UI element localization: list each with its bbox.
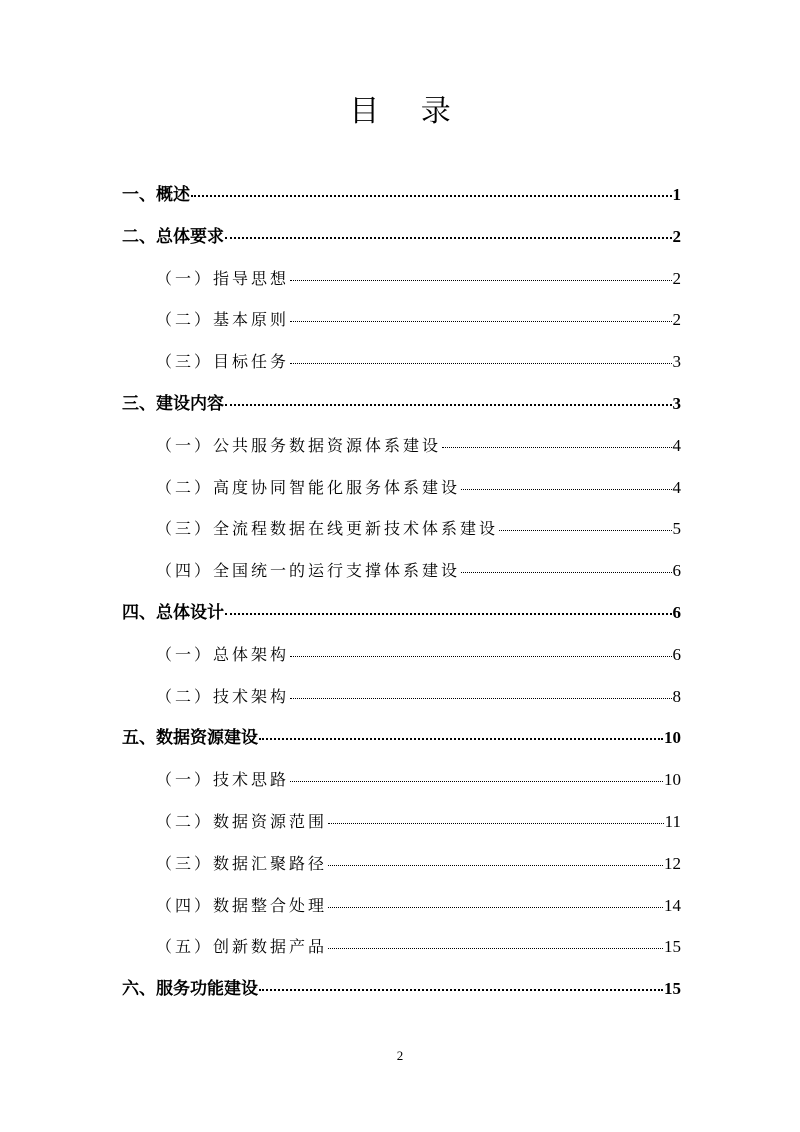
toc-entry-page-number: 15: [664, 979, 681, 999]
toc-section-entry[interactable]: [122, 508, 681, 550]
toc-section-entry[interactable]: [122, 926, 681, 968]
toc-dot-leader: [290, 640, 671, 657]
toc-entry-title: （三）数据汇聚路径: [156, 853, 328, 873]
toc-dot-leader: [290, 305, 671, 322]
toc-entry-title: 四、总体设计: [122, 602, 224, 623]
toc-dot-leader: [328, 849, 663, 866]
toc-dot-leader: [499, 514, 671, 531]
toc-entry-page-number: 12: [664, 853, 681, 873]
toc-entry-page-number: 4: [672, 477, 681, 497]
toc-entry-page-number: 3: [672, 393, 681, 413]
toc-dot-leader: [225, 387, 672, 406]
toc-entry-title: （一）技术思路: [156, 770, 290, 790]
toc-dot-leader: [328, 807, 664, 824]
toc-dot-leader: [259, 721, 663, 740]
toc-chapter-entry[interactable]: [122, 592, 681, 634]
toc-entry-title: 三、建设内容: [122, 393, 224, 414]
toc-dot-leader: [290, 765, 663, 782]
toc-entry-title: （二）高度协同智能化服务体系建设: [156, 477, 461, 497]
toc-entry-page-number: 2: [672, 310, 681, 330]
toc-section-entry[interactable]: [122, 299, 681, 341]
table-of-contents: [122, 174, 681, 1010]
toc-entry-page-number: 2: [672, 226, 681, 246]
page-title: 目 录: [349, 94, 467, 129]
toc-section-entry[interactable]: [122, 258, 681, 300]
toc-entry-page-number: 8: [672, 686, 681, 706]
toc-entry-title: （四）数据整合处理: [156, 895, 328, 915]
toc-chapter-entry[interactable]: [122, 174, 681, 216]
toc-entry-title: （三）全流程数据在线更新技术体系建设: [156, 519, 499, 539]
toc-dot-leader: [328, 891, 663, 908]
toc-chapter-entry[interactable]: [122, 717, 681, 759]
toc-entry-title: （四）全国统一的运行支撑体系建设: [156, 561, 461, 581]
toc-dot-leader: [191, 178, 672, 197]
toc-entry-page-number: 11: [664, 811, 681, 831]
toc-entry-title: （一）总体架构: [156, 644, 290, 664]
toc-section-entry[interactable]: [122, 801, 681, 843]
toc-entry-page-number: 6: [672, 561, 681, 581]
toc-entry-title: 六、服务功能建设: [122, 979, 258, 1000]
toc-dot-leader: [290, 264, 671, 281]
toc-entry-page-number: 5: [672, 519, 681, 539]
toc-entry-page-number: 10: [664, 770, 681, 790]
toc-section-entry[interactable]: [122, 885, 681, 927]
toc-section-entry[interactable]: [122, 676, 681, 718]
toc-entry-page-number: 6: [672, 644, 681, 664]
toc-dot-leader: [442, 431, 671, 448]
toc-entry-title: 二、总体要求: [122, 226, 224, 247]
toc-entry-page-number: 3: [672, 352, 681, 372]
toc-entry-page-number: 1: [672, 185, 681, 204]
toc-section-entry[interactable]: [122, 425, 681, 467]
toc-section-entry[interactable]: [122, 843, 681, 885]
toc-chapter-entry[interactable]: [122, 216, 681, 258]
toc-entry-title: （二）技术架构: [156, 686, 290, 706]
toc-section-entry[interactable]: [122, 759, 681, 801]
toc-dot-leader: [461, 473, 671, 490]
toc-entry-title: （一）公共服务数据资源体系建设: [156, 435, 442, 455]
toc-chapter-entry[interactable]: [122, 383, 681, 425]
toc-entry-page-number: 15: [664, 937, 681, 957]
toc-section-entry[interactable]: [122, 550, 681, 592]
toc-dot-leader: [225, 220, 672, 239]
toc-entry-title: （五）创新数据产品: [156, 937, 328, 957]
toc-dot-leader: [461, 556, 671, 573]
toc-entry-page-number: 4: [672, 435, 681, 455]
toc-entry-page-number: 2: [672, 268, 681, 288]
toc-chapter-entry[interactable]: [122, 968, 681, 1010]
toc-entry-title: （二）数据资源范围: [156, 811, 328, 831]
toc-section-entry[interactable]: [122, 634, 681, 676]
toc-entry-title: 五、数据资源建设: [122, 728, 258, 749]
toc-entry-title: 一、概述: [122, 185, 190, 205]
toc-entry-page-number: 6: [672, 602, 681, 622]
toc-dot-leader: [290, 682, 671, 699]
toc-dot-leader: [328, 932, 663, 949]
toc-entry-title: （三）目标任务: [156, 352, 290, 372]
page-number: 2: [396, 1048, 404, 1063]
toc-entry-title: （一）指导思想: [156, 268, 290, 288]
toc-dot-leader: [259, 972, 663, 991]
toc-dot-leader: [290, 347, 671, 364]
toc-dot-leader: [225, 596, 672, 615]
toc-entry-title: （二）基本原则: [156, 310, 290, 330]
toc-entry-page-number: 14: [664, 895, 681, 915]
toc-section-entry[interactable]: [122, 467, 681, 509]
toc-entry-page-number: 10: [664, 728, 681, 748]
toc-section-entry[interactable]: [122, 341, 681, 383]
